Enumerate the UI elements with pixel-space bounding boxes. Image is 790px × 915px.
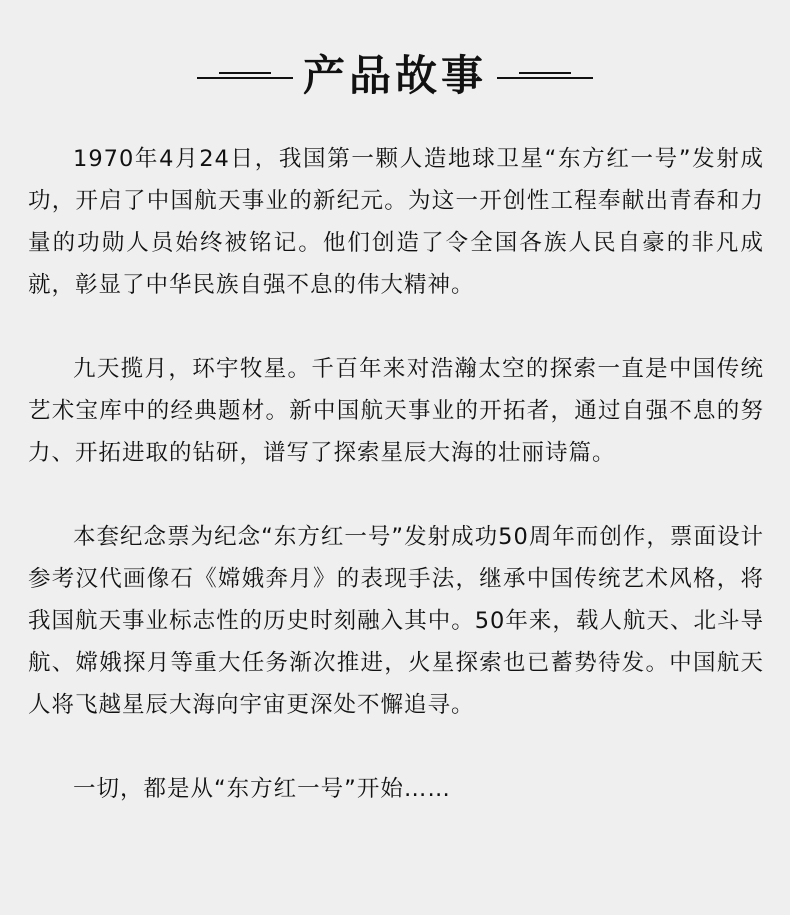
left-decorative-lines xyxy=(197,69,293,83)
story-body xyxy=(28,138,764,852)
decorative-line xyxy=(219,72,271,74)
right-decorative-lines xyxy=(497,69,593,83)
decorative-line xyxy=(197,77,293,79)
decorative-line xyxy=(497,77,593,79)
story-paragraph-1: 1970年4月24日，我国第一颗人造地球卫星“东方红一号”发射成功，开启了中国航天事业的新纪元。为这一开创性工程奉献出青春和力量的功勋人员始终被铭记。他们创造了令全国各族人民自豪的非凡成就，彰显了中华民族自强不息的伟大精神。 xyxy=(28,146,764,298)
story-paragraph-4: 一切，都是从“东方红一号”开始…… xyxy=(73,776,451,802)
title-row xyxy=(0,48,790,104)
story-paragraph-2: 九天揽月，环宇牧星。千百年来对浩瀚太空的探索一直是中国传统艺术宝库中的经典题材。新中国航天事业的开拓者，通过自强不息的努力、开拓进取的钻研，谱写了探索星辰大海的壮丽诗篇。 xyxy=(28,356,764,466)
decorative-line xyxy=(519,72,571,74)
story-paragraph-3: 本套纪念票为纪念“东方红一号”发射成功50周年而创作，票面设计参考汉代画像石《嫦娥奔月》的表现手法，继承中国传统艺术风格，将我国航天事业标志性的历史时刻融入其中。50年来，载人航天、北斗导航、嫦娥探月等重大任务渐次推进，火星探索也已蓄势待发。中国航天人将飞越星辰大海向宇宙更深处不懈追寻。 xyxy=(28,524,764,718)
page-title: 产品故事 xyxy=(302,51,487,100)
